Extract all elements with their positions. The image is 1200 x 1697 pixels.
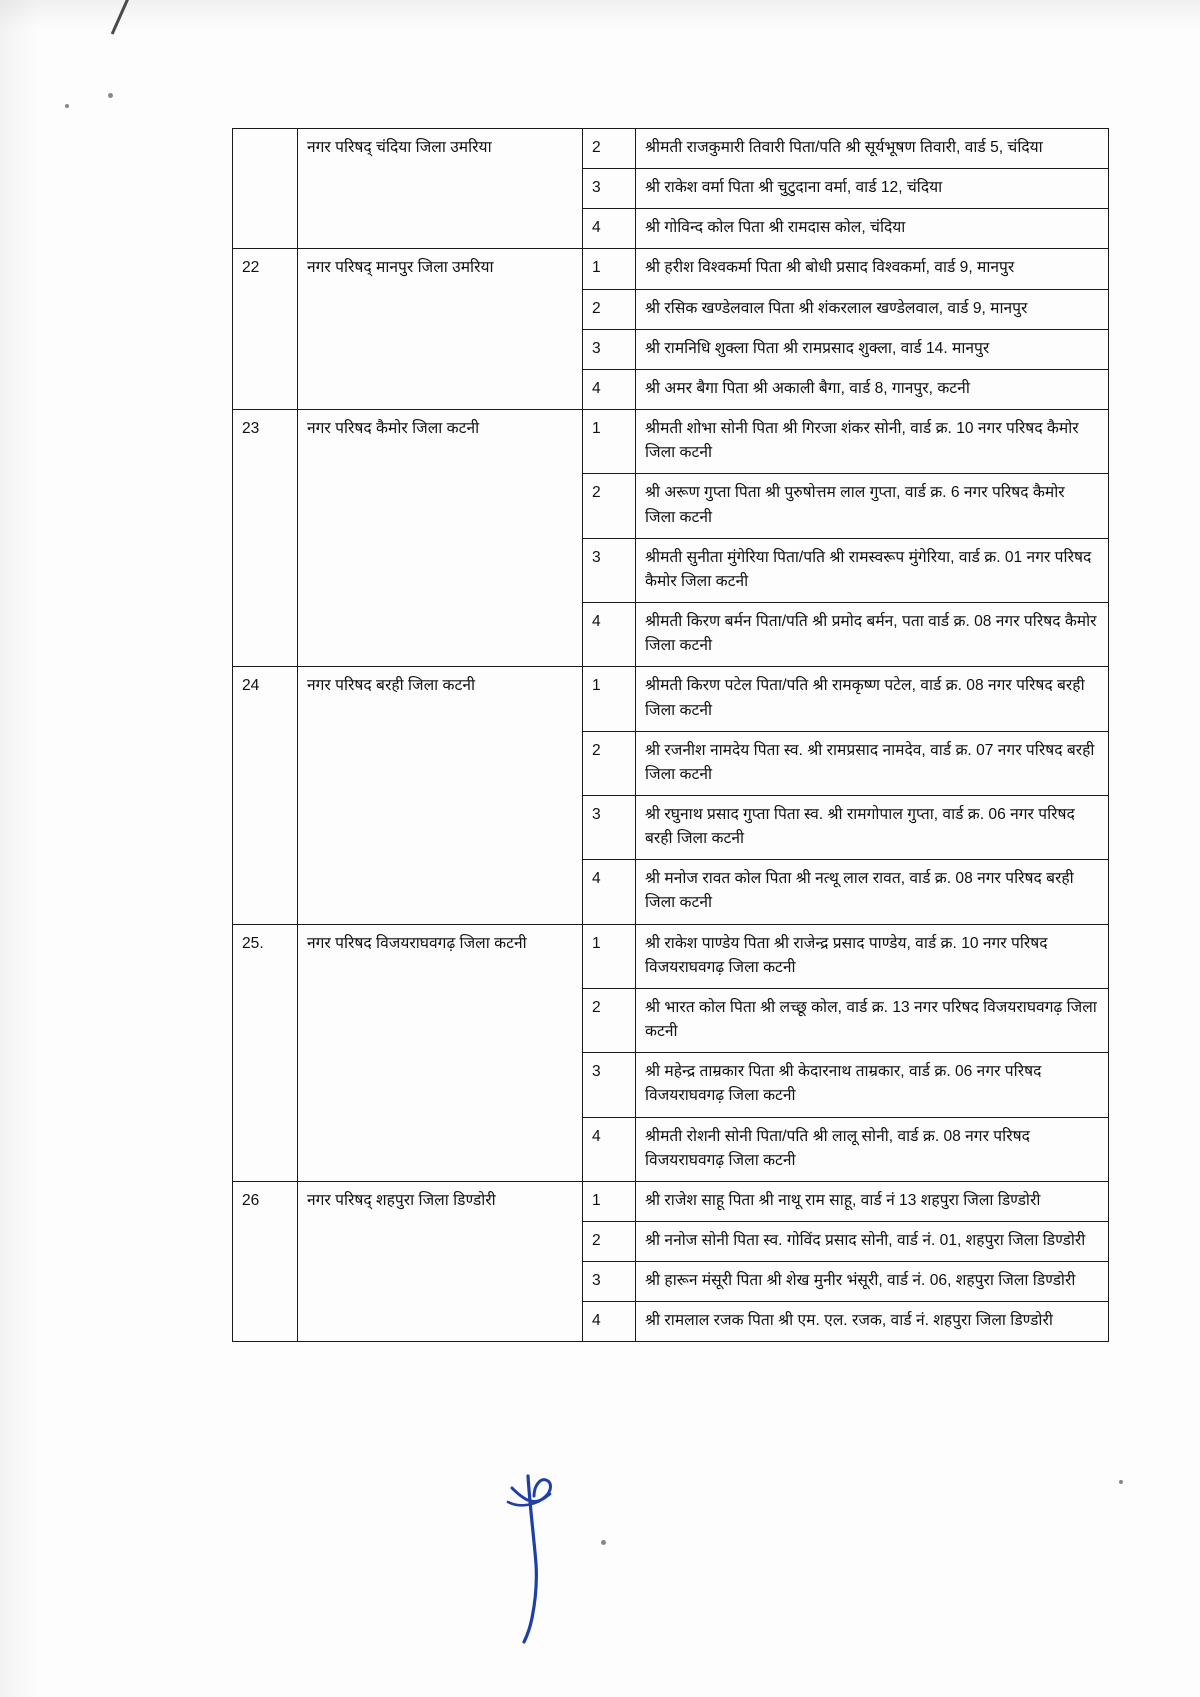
table-row <box>233 667 1109 731</box>
serial-number-cell: 23 <box>233 410 298 667</box>
candidate-name-cell: श्री रसिक खण्डेलवाल पिता श्री शंकरलाल खण्डेलवाल, वार्ड 9, मानपुर <box>636 289 1109 329</box>
entry-number-cell: 3 <box>583 795 636 859</box>
table-row <box>233 129 1109 169</box>
table-row <box>233 924 1109 988</box>
candidate-name-cell: श्रीमती किरण बर्मन पिता/पति श्री प्रमोद बर्मन, पता वार्ड क्र. 08 नगर परिषद कैमोर जिला कटनी <box>636 603 1109 667</box>
municipal-body-cell: नगर परिषद विजयराघवगढ़ जिला कटनी <box>298 924 583 1181</box>
entry-number-cell: 2 <box>583 474 636 538</box>
candidate-name-cell: श्री रजनीश नामदेय पिता स्व. श्री रामप्रसाद नामदेव, वार्ड क्र. 07 नगर परिषद बरही जिला कटनी <box>636 731 1109 795</box>
serial-number-cell: 22 <box>233 249 298 410</box>
candidate-name-cell: श्री राजेश साहू पिता श्री नाथू राम साहू, वार्ड नं 13 शहपुरा जिला डिण्डोरी <box>636 1181 1109 1221</box>
serial-number-cell: 25. <box>233 924 298 1181</box>
entry-number-cell: 4 <box>583 1117 636 1181</box>
candidate-name-cell: श्री अमर बैगा पिता श्री अकाली बैगा, वार्ड 8, गानपुर, कटनी <box>636 369 1109 409</box>
entry-number-cell: 3 <box>583 538 636 602</box>
candidate-name-cell: श्री राकेश पाण्डेय पिता श्री राजेन्द्र प्रसाद पाण्डेय, वार्ड क्र. 10 नगर परिषद विजयराघवगढ़ जिला कटनी <box>636 924 1109 988</box>
candidate-list-table <box>232 128 1109 1342</box>
entry-number-cell: 1 <box>583 1181 636 1221</box>
municipal-body-cell: नगर परिषद् मानपुर जिला उमरिया <box>298 249 583 410</box>
serial-number-cell: 26 <box>233 1181 298 1342</box>
candidate-name-cell: श्री रामनिधि शुक्ला पिता श्री रामप्रसाद शुक्ला, वार्ड 14. मानपुर <box>636 329 1109 369</box>
candidate-name-cell: श्री महेन्द्र ताम्रकार पिता श्री केदारनाथ ताम्रकार, वार्ड क्र. 06 नगर परिषद विजयराघवगढ़ जिला कटनी <box>636 1053 1109 1117</box>
scan-speck <box>1119 1480 1123 1484</box>
candidate-name-cell: श्रीमती किरण पटेल पिता/पति श्री रामकृष्ण पटेल, वार्ड क्र. 08 नगर परिषद बरही जिला कटनी <box>636 667 1109 731</box>
entry-number-cell: 3 <box>583 1053 636 1117</box>
candidate-name-cell: श्री ननोज सोनी पिता स्व. गोविंद प्रसाद सोनी, वार्ड नं. 01, शहपुरा जिला डिण्डोरी <box>636 1222 1109 1262</box>
table-row <box>233 410 1109 474</box>
serial-number-cell: 24 <box>233 667 298 924</box>
candidate-name-cell: श्री हरीश विश्वकर्मा पिता श्री बोधी प्रसाद विश्वकर्मा, वार्ड 9, मानपुर <box>636 249 1109 289</box>
signature-mark <box>500 1468 620 1648</box>
candidate-name-cell: श्री अरूण गुप्ता पिता श्री पुरुषोत्तम लाल गुप्ता, वार्ड क्र. 6 नगर परिषद कैमोर जिला कटनी <box>636 474 1109 538</box>
candidate-name-cell: श्रीमती शोभा सोनी पिता श्री गिरजा शंकर सोनी, वार्ड क्र. 10 नगर परिषद कैमोर जिला कटनी <box>636 410 1109 474</box>
candidate-name-cell: श्री मनोज रावत कोल पिता श्री नत्थू लाल रावत, वार्ड क्र. 08 नगर परिषद बरही जिला कटनी <box>636 860 1109 924</box>
candidate-name-cell: श्रीमती सुनीता मुंगेरिया पिता/पति श्री रामस्वरूप मुंगेरिया, वार्ड क्र. 01 नगर परिषद कैमोर जिला कटनी <box>636 538 1109 602</box>
entry-number-cell: 1 <box>583 249 636 289</box>
candidate-name-cell: श्री राकेश वर्मा पिता श्री चुटुदाना वर्मा, वार्ड 12, चंदिया <box>636 169 1109 209</box>
entry-number-cell: 1 <box>583 924 636 988</box>
entry-number-cell: 2 <box>583 988 636 1052</box>
entry-number-cell: 3 <box>583 169 636 209</box>
municipal-body-cell: नगर परिषद् चंदिया जिला उमरिया <box>298 129 583 249</box>
scan-artifact-line <box>111 0 132 35</box>
municipal-body-cell: नगर परिषद कैमोर जिला कटनी <box>298 410 583 667</box>
candidate-name-cell: श्री गोविन्द कोल पिता श्री रामदास कोल, चंदिया <box>636 209 1109 249</box>
document-table-wrapper <box>232 128 1097 1342</box>
table-row <box>233 1181 1109 1221</box>
table-row <box>233 249 1109 289</box>
entry-number-cell: 2 <box>583 129 636 169</box>
municipal-body-cell: नगर परिषद् शहपुरा जिला डिण्डोरी <box>298 1181 583 1342</box>
entry-number-cell: 4 <box>583 1302 636 1342</box>
entry-number-cell: 1 <box>583 410 636 474</box>
candidate-name-cell: श्रीमती राजकुमारी तिवारी पिता/पति श्री सूर्यभूषण तिवारी, वार्ड 5, चंदिया <box>636 129 1109 169</box>
serial-number-cell <box>233 129 298 249</box>
candidate-name-cell: श्री रामलाल रजक पिता श्री एम. एल. रजक, वार्ड नं. शहपुरा जिला डिण्डोरी <box>636 1302 1109 1342</box>
entry-number-cell: 4 <box>583 603 636 667</box>
entry-number-cell: 2 <box>583 1222 636 1262</box>
entry-number-cell: 2 <box>583 289 636 329</box>
scan-speck <box>601 1540 606 1545</box>
candidate-name-cell: श्री हारून मंसूरी पिता श्री शेख मुनीर भंसूरी, वार्ड नं. 06, शहपुरा जिला डिण्डोरी <box>636 1262 1109 1302</box>
scan-speck <box>65 104 69 108</box>
entry-number-cell: 3 <box>583 329 636 369</box>
candidate-name-cell: श्री भारत कोल पिता श्री लच्छू कोल, वार्ड क्र. 13 नगर परिषद विजयराघवगढ़ जिला कटनी <box>636 988 1109 1052</box>
entry-number-cell: 1 <box>583 667 636 731</box>
scan-speck <box>108 93 113 98</box>
entry-number-cell: 4 <box>583 369 636 409</box>
entry-number-cell: 4 <box>583 860 636 924</box>
entry-number-cell: 4 <box>583 209 636 249</box>
entry-number-cell: 3 <box>583 1262 636 1302</box>
candidate-name-cell: श्री रघुनाथ प्रसाद गुप्ता पिता स्व. श्री रामगोपाल गुप्ता, वार्ड क्र. 06 नगर परिषद बरही जिला कटनी <box>636 795 1109 859</box>
candidate-name-cell: श्रीमती रोशनी सोनी पिता/पति श्री लालू सोनी, वार्ड क्र. 08 नगर परिषद विजयराघवगढ़ जिला कटनी <box>636 1117 1109 1181</box>
entry-number-cell: 2 <box>583 731 636 795</box>
municipal-body-cell: नगर परिषद बरही जिला कटनी <box>298 667 583 924</box>
